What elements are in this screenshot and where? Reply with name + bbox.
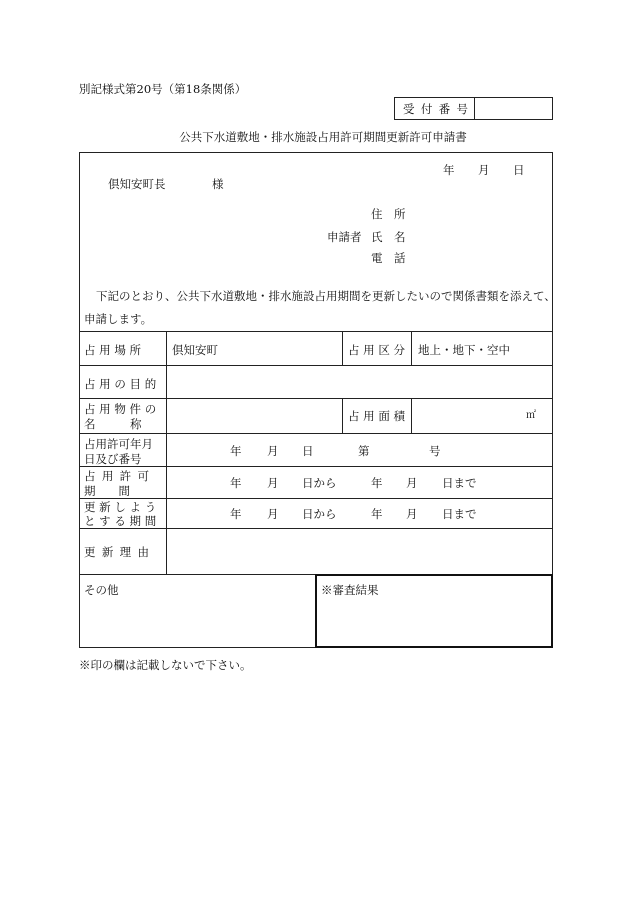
purpose-label: 占用の目的 [84, 377, 160, 391]
body-text-line2: 申請します。 [84, 312, 153, 326]
document-title: 公共下水道敷地・排水施設占用許可期間更新許可申請書 [179, 130, 467, 144]
row-divider [79, 433, 553, 434]
column-divider [411, 331, 412, 365]
phone-label: 電 話 [371, 251, 406, 265]
purpose-field[interactable] [172, 376, 547, 392]
name-label: 氏 名 [371, 230, 406, 244]
review-result-label: ※審査結果 [321, 583, 379, 597]
label-column-divider [166, 331, 167, 574]
object-name-label-line2: 名 称 [84, 417, 142, 431]
addressee: 倶知安町長 [108, 177, 166, 191]
renew-to-year: 年 [371, 507, 383, 521]
period-to-day: 日まで [442, 476, 477, 490]
renew-from-year: 年 [230, 507, 242, 521]
period-to-year: 年 [371, 476, 383, 490]
column-divider [342, 331, 343, 365]
form-reference: 別記様式第20号（第18条関係） [79, 82, 247, 96]
location-label: 占用場所 [84, 343, 145, 357]
row-divider [79, 365, 553, 366]
category-label: 占用区分 [348, 343, 409, 357]
period-from-day: 日から [302, 476, 337, 490]
applicant-label: 申請者 [327, 230, 362, 244]
body-text-line1: 下記のとおり、公共下水道敷地・排水施設占用期間を更新したいので関係書類を添えて、 [96, 289, 556, 303]
renew-from-day: 日から [302, 507, 337, 521]
area-unit: ㎡ [526, 410, 536, 421]
object-name-label-line1: 占用物件の [84, 402, 160, 416]
permit-date-label-line1: 占用許可年月 [84, 437, 153, 451]
permit-number-prefix: 第 [358, 444, 370, 458]
column-divider [411, 398, 412, 433]
reason-label: 更新理由 [84, 545, 156, 559]
period-label-line2: 期 間 [84, 484, 130, 498]
area-label: 占用面積 [348, 409, 409, 423]
row-divider [79, 466, 553, 467]
renew-to-day: 日まで [442, 507, 477, 521]
period-to-month: 月 [406, 476, 418, 490]
row-divider [79, 398, 553, 399]
column-divider [342, 398, 343, 433]
addressee-suffix: 様 [212, 177, 224, 191]
permit-date-label-line2: 日及び番号 [84, 452, 142, 466]
period-label-line1: 占用許可 [84, 469, 156, 483]
location-field[interactable]: 倶知安町 [172, 343, 218, 357]
row-divider [79, 331, 553, 332]
address-label: 住 所 [371, 207, 406, 221]
receipt-number-label: 受付番号 [403, 102, 475, 116]
permit-year: 年 [230, 444, 242, 458]
permit-month: 月 [267, 444, 279, 458]
category-options[interactable]: 地上・地下・空中 [418, 343, 510, 357]
date-month: 月 [478, 163, 490, 177]
date-day: 日 [513, 163, 525, 177]
reason-field[interactable] [172, 540, 547, 562]
renew-period-label-line1: 更新しよう [84, 500, 160, 514]
period-from-month: 月 [267, 476, 279, 490]
period-from-year: 年 [230, 476, 242, 490]
date-year: 年 [443, 163, 455, 177]
permit-day: 日 [302, 444, 314, 458]
footnote: ※印の欄は記載しないで下さい。 [79, 658, 252, 672]
renew-from-month: 月 [267, 507, 279, 521]
permit-number-suffix: 号 [429, 444, 441, 458]
renew-period-label-line2: とする期間 [84, 514, 160, 528]
renew-to-month: 月 [406, 507, 418, 521]
other-label: その他 [84, 583, 119, 597]
object-name-field[interactable] [172, 408, 337, 424]
